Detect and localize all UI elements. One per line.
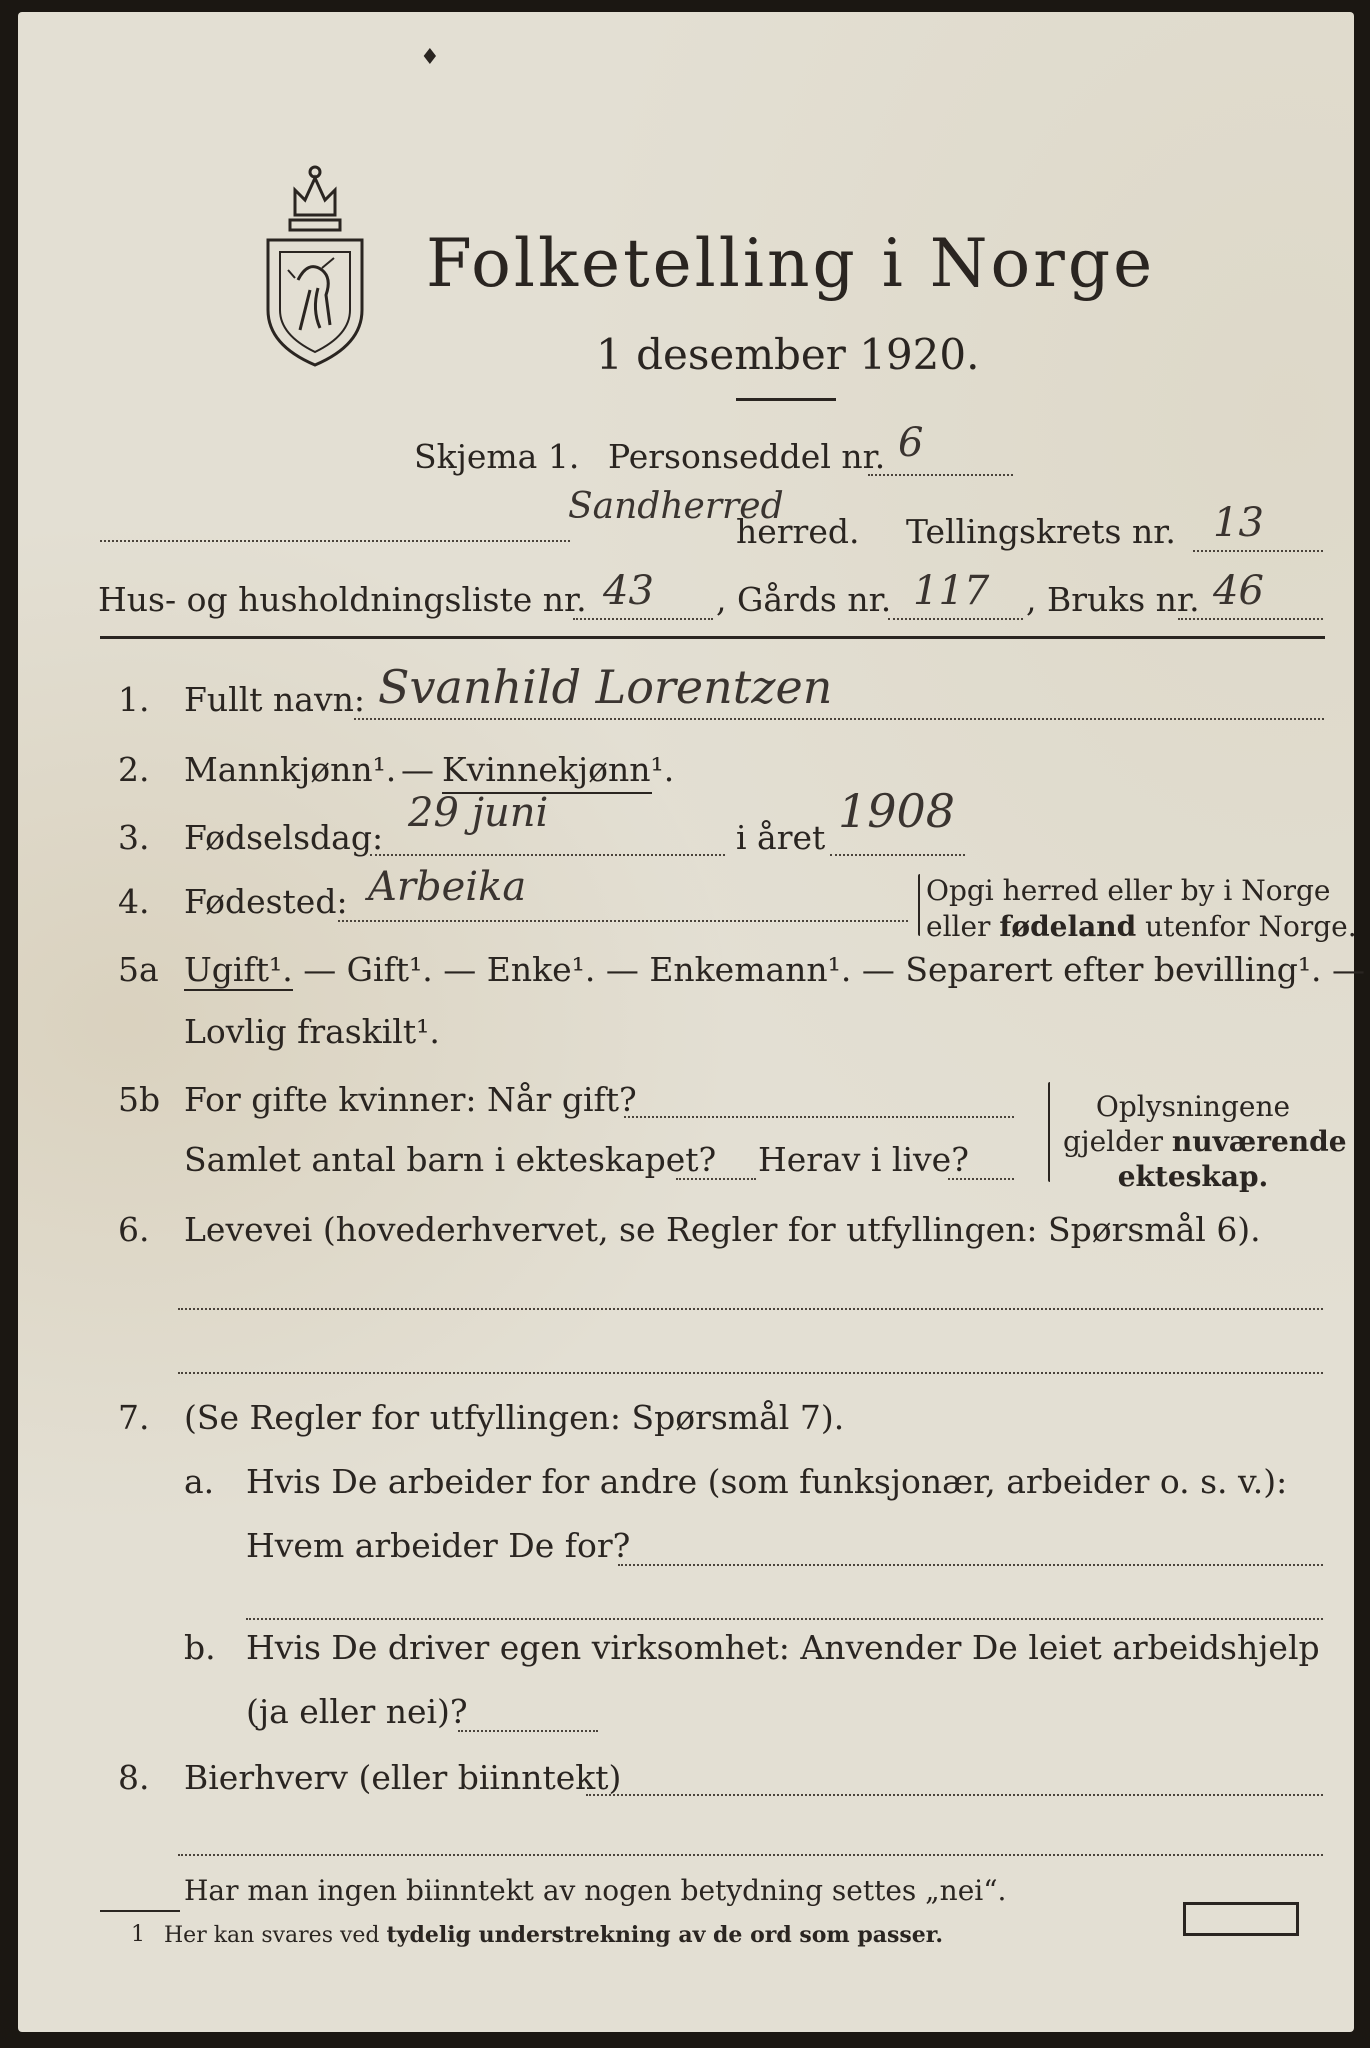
q5b-line2-fill-b bbox=[948, 1178, 1014, 1180]
q7a-line3 bbox=[246, 1618, 1323, 1620]
q7b-line1: Hvis De driver egen virksomhet: Anvender De leiet arbeidshjelp bbox=[246, 1628, 1320, 1667]
q5b-line2-a: Samlet antal barn i ekteskapet? bbox=[184, 1140, 717, 1179]
q7a-line2: Hvem arbeider De for? bbox=[246, 1526, 631, 1565]
gards-line bbox=[888, 618, 1023, 620]
q5a-number: 5a bbox=[118, 950, 159, 989]
q1-label: Fullt navn: bbox=[184, 680, 365, 719]
q8-note: Har man ingen biinntekt av nogen betydning settes „nei“. bbox=[184, 1874, 1007, 1907]
gender-dash: — bbox=[401, 750, 434, 789]
q4-line bbox=[338, 920, 908, 922]
q5b-brace bbox=[1048, 1082, 1050, 1182]
q5b-line2-fill-a bbox=[676, 1178, 756, 1180]
q7b-letter: b. bbox=[184, 1628, 216, 1667]
q8-number: 8. bbox=[118, 1758, 150, 1797]
footnote-text-b: tydelig understrekning av de ord som passer. bbox=[386, 1922, 944, 1948]
q4-label: Fødested: bbox=[184, 882, 348, 921]
gender-male: Mannkjønn¹. bbox=[184, 750, 397, 789]
q6-label: Levevei (hovederhvervet, se Regler for utfyllingen: Spørsmål 6). bbox=[184, 1210, 1261, 1249]
q7a-line2-fill bbox=[618, 1564, 1323, 1566]
q1-line bbox=[354, 718, 1324, 720]
skjema-label: Skjema 1. bbox=[414, 437, 580, 476]
q7-label: (Se Regler for utfyllingen: Spørsmål 7). bbox=[184, 1398, 845, 1437]
footnote-rule bbox=[100, 1910, 180, 1912]
q6-number: 6. bbox=[118, 1210, 150, 1249]
q3-line bbox=[370, 854, 725, 856]
bruks-value: 46 bbox=[1213, 568, 1264, 614]
husliste-label: Hus- og husholdningsliste nr. bbox=[98, 580, 587, 619]
herred-value: Sandherred bbox=[568, 486, 784, 527]
bruks-label: , Bruks nr. bbox=[1026, 580, 1200, 619]
status-lovlig-fraskilt: Lovlig fraskilt¹. bbox=[184, 1012, 440, 1051]
q5b-line1-fill bbox=[624, 1116, 1014, 1118]
q4-brace bbox=[918, 874, 920, 936]
q5b-note2-nuvaerende: nuværende bbox=[1171, 1125, 1347, 1158]
tellingskrets-line bbox=[1193, 550, 1323, 552]
personseddel-value: 6 bbox=[898, 420, 924, 466]
tellingskrets-label: Tellingskrets nr. bbox=[906, 512, 1176, 551]
q5b-number: 5b bbox=[118, 1080, 161, 1119]
birth-day-value: 29 juni bbox=[408, 790, 549, 836]
q4-note-eller: eller bbox=[926, 910, 991, 943]
personseddel-line bbox=[868, 474, 1013, 476]
footnote-text-a: Her kan svares ved bbox=[164, 1923, 380, 1948]
q1-number: 1. bbox=[118, 680, 150, 719]
q4-note-line1: Opgi herred eller by i Norge bbox=[926, 874, 1331, 907]
bruks-line bbox=[1178, 618, 1323, 620]
census-date: 1 desember 1920. bbox=[596, 330, 980, 379]
q3-year-line bbox=[830, 854, 965, 856]
header-divider bbox=[100, 636, 1325, 639]
census-form bbox=[18, 12, 1366, 2032]
q3-number: 3. bbox=[118, 818, 150, 857]
q5b-note1: Oplysningene bbox=[1095, 1090, 1291, 1123]
q7b-line2-fill bbox=[458, 1730, 598, 1732]
herred-line bbox=[100, 540, 570, 542]
q6-line1 bbox=[178, 1308, 1323, 1310]
personseddel-label: Personseddel nr. bbox=[608, 437, 886, 476]
husliste-line bbox=[573, 618, 713, 620]
q7a-line1: Hvis De arbeider for andre (som funksjonær, arbeider o. s. v.): bbox=[246, 1462, 1288, 1501]
q7a-letter: a. bbox=[184, 1462, 215, 1501]
q2-number: 2. bbox=[118, 750, 150, 789]
q3-label: Fødselsdag: bbox=[184, 818, 384, 857]
ink-spot: ♦ bbox=[420, 45, 440, 70]
q8-line1 bbox=[586, 1794, 1323, 1796]
gards-label: , Gårds nr. bbox=[716, 580, 892, 619]
footnote-marker: 1 bbox=[131, 1922, 145, 1947]
birth-year-value: 1908 bbox=[838, 784, 956, 838]
q5b-note3: ekteskap. bbox=[1117, 1160, 1269, 1193]
status-ugift: Ugift¹. bbox=[184, 950, 293, 989]
q8-label: Bierhverv (eller biinntekt) bbox=[184, 1758, 622, 1797]
q5b-line2-b: Herav i live? bbox=[758, 1140, 969, 1179]
q4-note-fodeland: fødeland bbox=[999, 910, 1137, 943]
norwegian-lion-crest-icon bbox=[260, 160, 370, 370]
q6-line2 bbox=[178, 1372, 1323, 1374]
page-title: Folketelling i Norge bbox=[426, 225, 1156, 302]
tellingskrets-value: 13 bbox=[1213, 500, 1264, 546]
herred-label: herred. bbox=[736, 512, 860, 551]
q4-note-utenfor: utenfor Norge. bbox=[1145, 910, 1357, 943]
q7b-line2: (ja eller nei)? bbox=[246, 1692, 468, 1731]
q7-number: 7. bbox=[118, 1398, 150, 1437]
gender-female: Kvinnekjønn¹. bbox=[442, 750, 675, 789]
printer-stamp bbox=[1183, 1902, 1299, 1936]
title-divider bbox=[736, 398, 836, 401]
q8-line2 bbox=[178, 1854, 1323, 1856]
q5b-line1: For gifte kvinner: Når gift? bbox=[184, 1080, 637, 1119]
full-name-value: Svanhild Lorentzen bbox=[378, 660, 833, 714]
q3-year-label: i året bbox=[736, 818, 826, 857]
husliste-value: 43 bbox=[603, 568, 654, 614]
q5b-note2-gjelder: gjelder bbox=[1063, 1125, 1164, 1158]
status-other-options: — Gift¹. — Enke¹. — Enkemann¹. — Separert efter bevilling¹. — bbox=[303, 950, 1366, 989]
birthplace-value: Arbeika bbox=[368, 864, 527, 910]
gards-value: 117 bbox=[913, 568, 990, 614]
q4-number: 4. bbox=[118, 882, 150, 921]
